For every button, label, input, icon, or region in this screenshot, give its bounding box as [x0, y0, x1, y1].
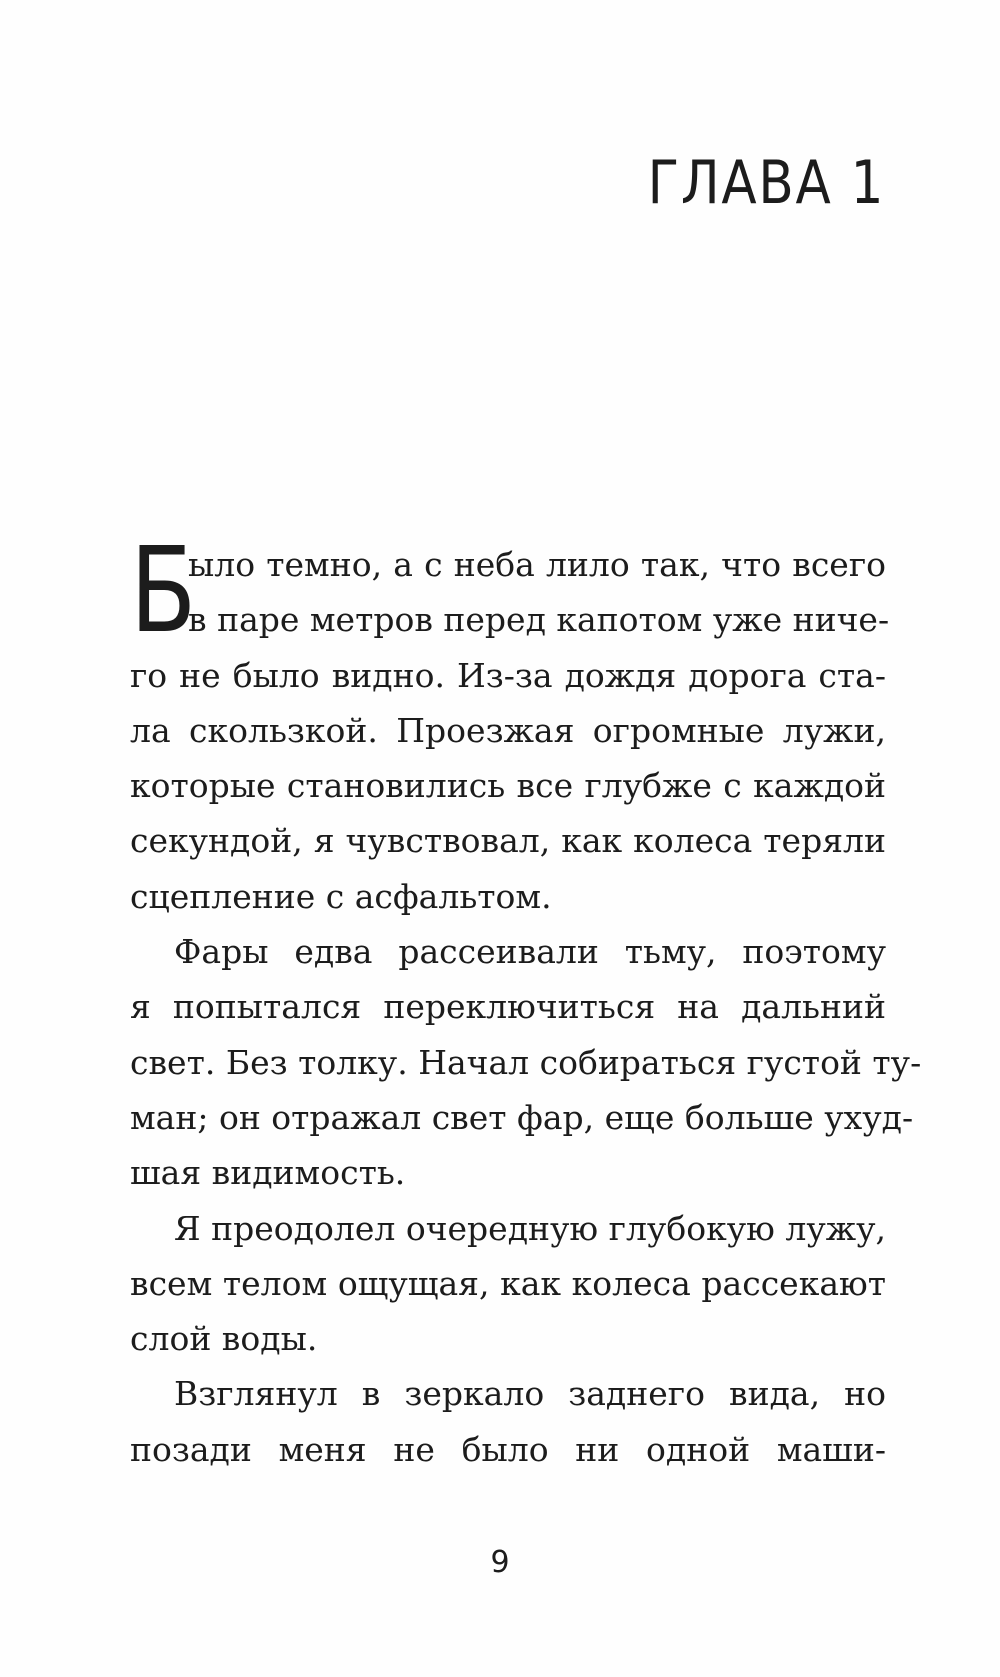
text-line: го не было видно. Из-за дождя дорога ста-: [130, 655, 886, 695]
text-line: которые становились все глубже с каждой: [130, 766, 886, 806]
text-line: Я преодолел очередную глубокую лужу,: [174, 1208, 886, 1248]
text-line: ман; он отражал свет фар, еще больше ухуд-: [130, 1097, 914, 1137]
text-line: ыло темно, а с неба лило так, что всего: [188, 545, 886, 584]
text-line: я попытался переключиться на дальний: [130, 987, 886, 1027]
chapter-title: ГЛАВА 1: [647, 148, 885, 218]
text-line: в паре метров перед капотом уже ниче-: [188, 600, 890, 640]
page-number: 9: [490, 1545, 510, 1580]
text-line: свет. Без толку. Начал собираться густой ту-: [130, 1042, 922, 1082]
text-line: сцепление с асфальтом.: [130, 876, 552, 916]
text-line: ла скользкой. Проезжая огромные лужи,: [130, 710, 886, 750]
text-line: позади меня не было ни одной маши-: [130, 1429, 886, 1469]
body-text: [130, 521, 922, 1477]
text-line: всем телом ощущая, как колеса рассекают: [130, 1263, 886, 1303]
text-line: Взглянул в зеркало заднего вида, но: [174, 1374, 886, 1414]
drop-cap: Б: [130, 521, 197, 659]
text-line: шая видимость.: [130, 1153, 406, 1193]
text-line: Фары едва рассеивали тьму, поэтому: [174, 932, 886, 972]
text-line: секундой, я чувствовал, как колеса теряли: [130, 821, 886, 861]
text-line: слой воды.: [130, 1319, 318, 1359]
